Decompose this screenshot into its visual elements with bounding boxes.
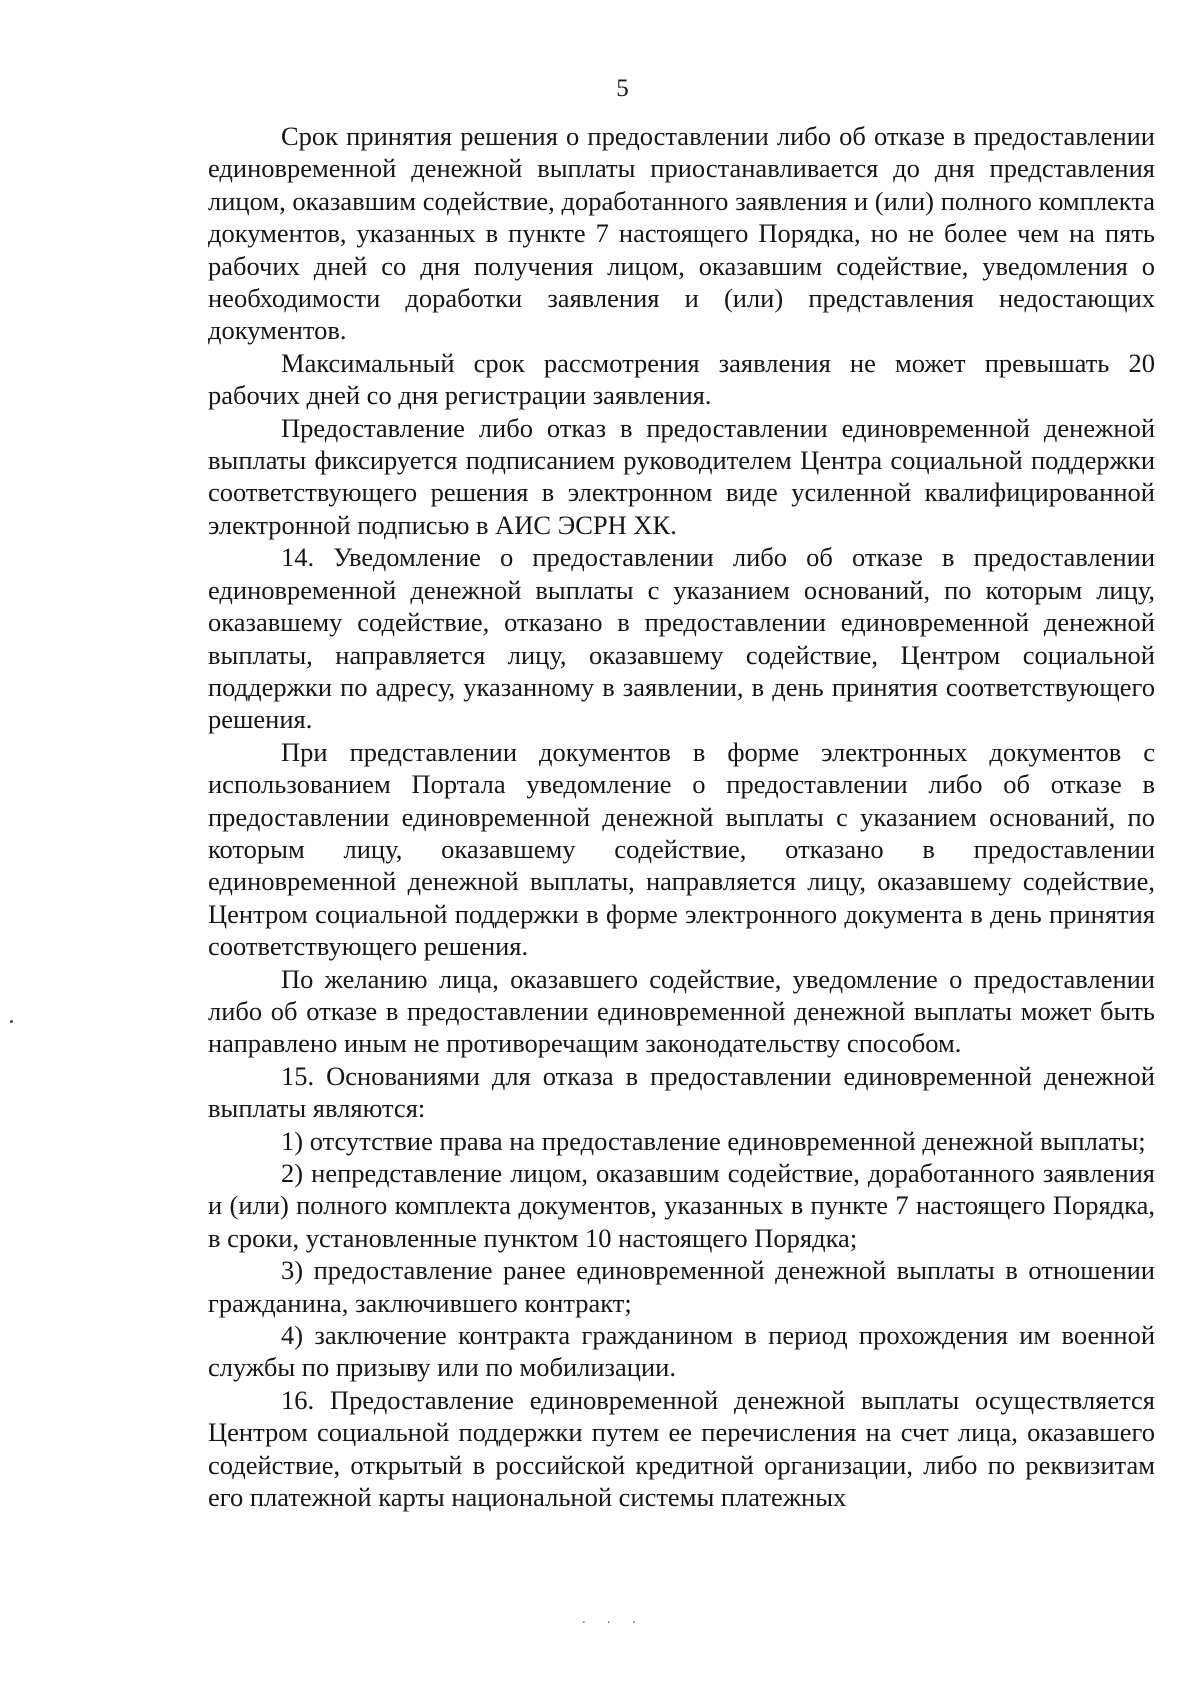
paragraph-item-16: 16. Предоставление единовременной денежной выплаты осуществляется Центром социальной поддержки путем ее перечисления на счет лица, оказавшего содействие, открытый в российской кредитной организации, либо по реквизитам его платежной карты национальной системы платежных [208, 1384, 1155, 1513]
paragraph-decision-deadline-suspension: Срок принятия решения о предоставлении либо об отказе в предоставлении единовременной денежной выплаты приостанавливается до дня представления лицом, оказавшим содействие, доработанного заявления и (или) полного комплекта документов, указанных в пункте 7 настоящего Порядка, но не более чем на пять рабочих дней со дня получения лицом, оказавшим содействие, уведомления о необходимости доработки заявления и (или) представления недостающих документов. [208, 121, 1155, 346]
list-item-refusal-3: 3) предоставление ранее единовременной денежной выплаты в отношении гражданина, заключившего контракт; [208, 1255, 1155, 1318]
paragraph-other-notification-method: По желанию лица, оказавшего содействие, уведомление о предоставлении либо об отказе в предоставлении единовременной денежной выплаты может быть направлено иным не противоречащим законодательству способом. [208, 963, 1155, 1059]
document-body [208, 120, 1155, 1513]
paragraph-portal-notification: При представлении документов в форме электронных документов с использованием Портала уведомление о предоставлении либо об отказе в предоставлении единовременной денежной выплаты с указанием оснований, по которым лицу, оказавшему содействие, отказано в предоставлении единовременной денежной выплаты, направляется лицу, оказавшему содействие, Центром социальной поддержки в форме электронного документа в день принятия соответствующего решения. [208, 736, 1155, 962]
list-item-refusal-4: 4) заключение контракта гражданином в период прохождения им военной службы по призыву или по мобилизации. [208, 1320, 1155, 1383]
scan-artifact-dots: . . . [582, 1612, 645, 1627]
list-item-refusal-2: 2) непредставление лицом, оказавшим содействие, доработанного заявления и (или) полного комплекта документов, указанных в пункте 7 настоящего Порядка, в сроки, установленные пунктом 10 настоящего Порядка; [208, 1158, 1155, 1253]
paragraph-max-review-term: Максимальный срок рассмотрения заявления не может превышать 20 рабочих дней со дня регистрации заявления. [208, 347, 1155, 411]
scan-speck [10, 1020, 13, 1023]
paragraph-item-15: 15. Основаниями для отказа в предоставлении единовременной денежной выплаты являются: [208, 1060, 1155, 1124]
paragraph-decision-signing: Предоставление либо отказ в предоставлении единовременной денежной выплаты фиксируется подписанием руководителем Центра социальной поддержки соответствующего решения в электронном виде усиленной квалифицированной электронной подписью в АИС ЭСРН ХК. [208, 412, 1155, 540]
list-item-refusal-1: 1) отсутствие права на предоставление единовременной денежной выплаты; [281, 1125, 1146, 1156]
paragraph-item-14: 14. Уведомление о предоставлении либо об отказе в предоставлении единовременной денежной выплаты с указанием оснований, по которым лицу, оказавшему содействие, отказано в предоставлении единовременной денежной выплаты, направляется лицу, оказавшему содействие, Центром социальной поддержки по адресу, указанному в заявлении, в день принятия соответствующего решения. [208, 542, 1155, 735]
page-number: 5 [616, 75, 629, 102]
